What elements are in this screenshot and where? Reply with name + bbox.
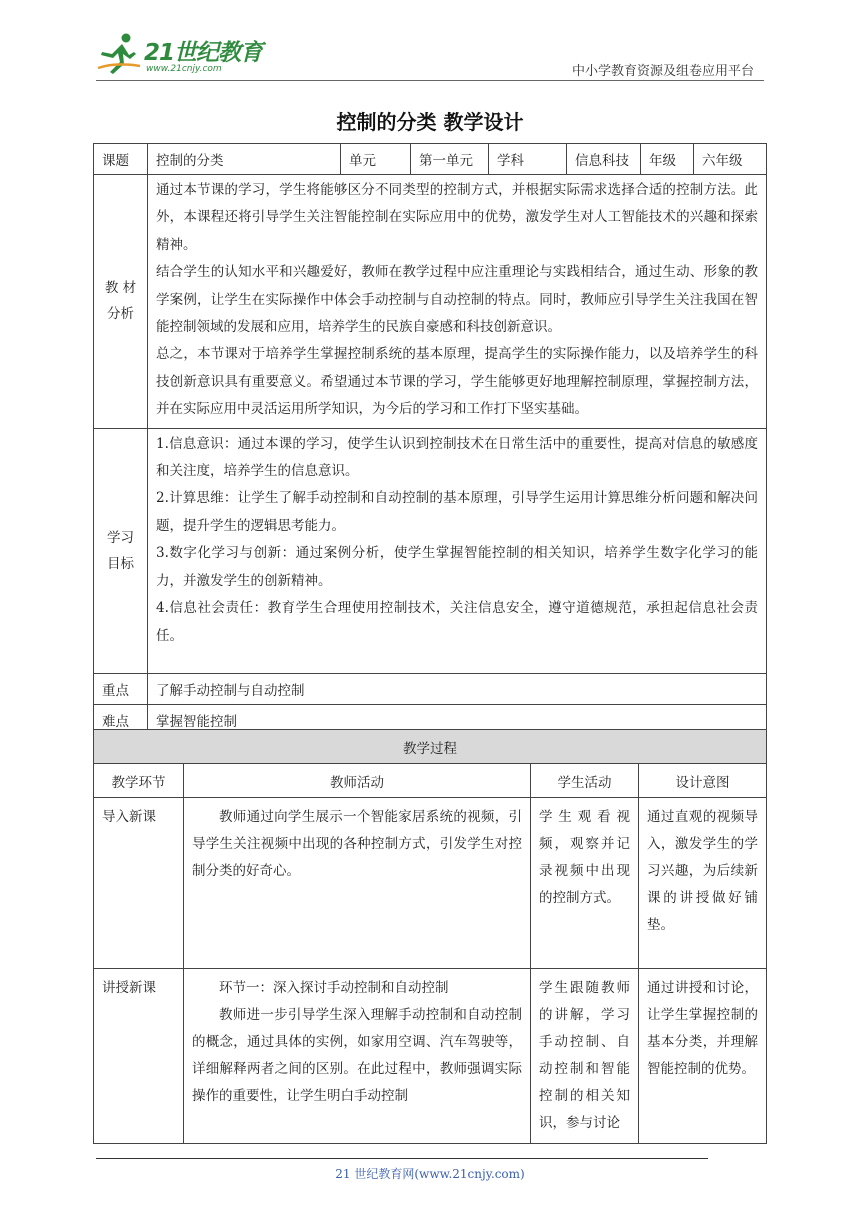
objective-item: 2.计算思维：让学生了解手动控制和自动控制的基本原理，引导学生运用计算思维分析问题和解决问题，提升学生的逻辑思考能力。 (156, 490, 758, 534)
design-intent-cell (639, 798, 767, 969)
design-intent: 通过讲授和讨论，让学生掌握控制的基本分类，并理解智能控制的优势。 (647, 980, 758, 1077)
process-header-row (94, 764, 767, 798)
student-activity: 学生跟随教师的讲解，学习手动控制、自动控制和智能控制的相关知识，参与讨论 (539, 980, 630, 1131)
runner-logo-icon (96, 32, 142, 76)
unit-value: 第一单元 (411, 144, 489, 175)
header-teacher: 教师活动 (184, 764, 531, 798)
design-intent-cell (639, 969, 767, 1144)
student-activity: 学生观看视频，观察并记录视频中出现的控制方式。 (539, 809, 630, 906)
header-student: 学生活动 (531, 764, 639, 798)
key-point-label: 重点 (94, 673, 148, 704)
analysis-row (94, 175, 767, 429)
key-point-value: 了解手动控制与自动控制 (148, 673, 767, 704)
student-activity-cell (531, 969, 639, 1144)
objectives-label-line1: 学习 (107, 529, 134, 546)
design-intent: 通过直观的视频导入，激发学生的学习兴趣，为后续新课的讲授做好铺垫。 (647, 809, 758, 933)
course-value: 控制的分类 (148, 144, 341, 175)
analysis-paragraph: 结合学生的认知水平和兴趣爱好，教师在教学过程中应注重理论与实践相结合，通过生动、形象的教学案例，让学生在实际操作中体会手动控制与自动控制的特点。同时，教师应引导学生关注我国在智能控制领域的发展和应用，培养学生的民族自豪感和科技创新意识。 (156, 264, 758, 336)
teacher-activity: 环节一：深入探讨手动控制和自动控制 (219, 980, 449, 996)
document-title: 控制的分类 教学设计 (336, 110, 524, 134)
header-intent: 设计意图 (639, 764, 767, 798)
process-row (94, 969, 767, 1144)
stage-name: 导入新课 (102, 809, 156, 825)
student-activity-cell (531, 798, 639, 969)
analysis-label-line1: 教 材 (104, 280, 137, 297)
stage-cell (94, 969, 184, 1144)
logo-url: www.21cnjy.com (146, 64, 222, 74)
teacher-activity: 教师进一步引导学生深入理解手动控制和自动控制的概念，通过具体的实例，如家用空调、汽车驾驶等，详细解释两者之间的区别。在此过程中，教师强调实际操作的重要性，让学生明白手动控制 (192, 1007, 522, 1104)
analysis-content (148, 175, 767, 429)
course-label: 课题 (94, 144, 148, 175)
grade-value: 六年级 (694, 144, 767, 175)
objective-item: 3.数字化学习与创新：通过案例分析，使学生掌握智能控制的相关知识，培养学生数字化学习的能力，并激发学生的创新精神。 (156, 545, 758, 589)
unit-label: 单元 (341, 144, 411, 175)
analysis-paragraph: 总之，本节课对于培养学生掌握控制系统的基本原理，提高学生的实际操作能力，以及培养学生的科技创新意识具有重要意义。希望通过本节课的学习，学生能够更好地理解控制原理，掌握控制方法，并在实际应用中灵活运用所学知识，为今后的学习和工作打下坚实基础。 (156, 346, 758, 418)
footer-text: 21 世纪教育网(www.21cnjy.com) (335, 1167, 525, 1181)
subject-label: 学科 (489, 144, 567, 175)
header-stage: 教学环节 (94, 764, 184, 798)
process-row (94, 798, 767, 969)
process-title-row (94, 730, 767, 764)
analysis-label-line2: 分析 (107, 306, 134, 323)
teacher-activity-cell (184, 969, 531, 1144)
analysis-paragraph: 通过本节课的学习，学生将能够区分不同类型的控制方式，并根据实际需求选择合适的控制方法。此外，本课程还将引导学生关注智能控制在实际应用中的优势，激发学生对人工智能技术的兴趣和探索精神。 (156, 182, 758, 253)
difficulty-label: 难点 (94, 704, 148, 735)
teaching-process-table (93, 729, 767, 1144)
objective-item: 4.信息社会责任：教育学生合理使用控制技术，关注信息安全，遵守道德规范，承担起信息社会责任。 (156, 600, 758, 644)
teacher-activity: 教师通过向学生展示一个智能家居系统的视频，引导学生关注视频中出现的各种控制方式，引发学生对控制分类的好奇心。 (192, 809, 522, 879)
site-logo (96, 30, 266, 78)
subject-value: 信息科技 (567, 144, 641, 175)
footer-divider (96, 1158, 708, 1159)
teacher-activity-cell (184, 798, 531, 969)
grade-label: 年级 (641, 144, 694, 175)
logo-text: 21世纪教育 (144, 40, 263, 66)
stage-name: 讲授新课 (102, 980, 156, 996)
difficulty-value: 掌握智能控制 (148, 704, 767, 735)
stage-cell (94, 798, 184, 969)
objectives-row (94, 428, 767, 673)
objectives-label (94, 428, 148, 673)
objective-item: 1.信息意识：通过本课的学习，使学生认识到控制技术在日常生活中的重要性，提高对信息的敏感度和关注度，培养学生的信息意识。 (156, 435, 758, 480)
objectives-content (148, 428, 767, 673)
key-point-row (94, 673, 767, 704)
objectives-label-line2: 目标 (107, 555, 134, 572)
platform-name: 中小学教育资源及组卷应用平台 (571, 64, 754, 79)
analysis-label (94, 175, 148, 429)
course-info-table (93, 143, 767, 736)
header-divider (96, 80, 764, 81)
course-row (94, 144, 767, 175)
process-title: 教学过程 (94, 730, 767, 764)
